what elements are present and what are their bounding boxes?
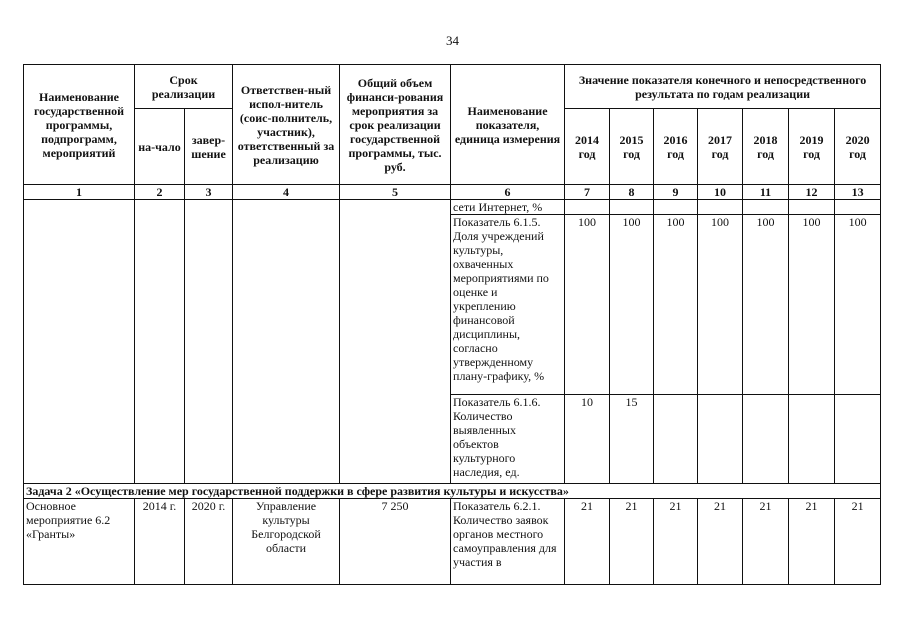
program-table xyxy=(23,64,881,585)
header-start: на-чало xyxy=(135,109,185,185)
value-cell: 100 xyxy=(743,215,789,395)
value-cell: 100 xyxy=(835,215,881,395)
column-number: 2 xyxy=(135,185,185,200)
column-number: 5 xyxy=(340,185,451,200)
table-row xyxy=(24,499,881,585)
value-cell xyxy=(654,200,698,215)
measure-name-cell: Основное мероприятие 6.2 «Гранты» xyxy=(24,499,135,585)
value-cell xyxy=(654,395,698,484)
column-number: 11 xyxy=(743,185,789,200)
task-row xyxy=(24,484,881,499)
value-cell: 100 xyxy=(654,215,698,395)
cell-responsible-empty xyxy=(233,200,340,484)
end-cell: 2020 г. xyxy=(185,499,233,585)
value-cell: 21 xyxy=(835,499,881,585)
value-cell: 21 xyxy=(654,499,698,585)
column-number: 10 xyxy=(698,185,743,200)
column-number: 7 xyxy=(565,185,610,200)
header-indicator: Наименование показателя, единица измерения xyxy=(451,65,565,185)
value-cell xyxy=(743,395,789,484)
value-cell: 100 xyxy=(565,215,610,395)
header-period: Срок реализации xyxy=(135,65,233,109)
column-number: 8 xyxy=(610,185,654,200)
value-cell: 21 xyxy=(789,499,835,585)
column-number: 4 xyxy=(233,185,340,200)
value-cell: 21 xyxy=(743,499,789,585)
header-year-2016: 2016 год xyxy=(654,109,698,185)
header-year-2017: 2017 год xyxy=(698,109,743,185)
value-cell: 10 xyxy=(565,395,610,484)
header-values-title: Значение показателя конечного и непосредственного результата по годам реализации xyxy=(565,65,881,109)
column-number: 13 xyxy=(835,185,881,200)
value-cell: 100 xyxy=(610,215,654,395)
header-year-2014: 2014 год xyxy=(565,109,610,185)
value-cell xyxy=(743,200,789,215)
cell-end-empty xyxy=(185,200,233,484)
column-number: 1 xyxy=(24,185,135,200)
value-cell xyxy=(610,200,654,215)
volume-cell: 7 250 xyxy=(340,499,451,585)
indicator-cell: Показатель 6.1.5. Доля учреждений культуры, охваченных мероприятиями по оценке и укреплению финансовой дисциплины, согласно утвержденному плану-графику, % xyxy=(451,215,565,395)
value-cell: 15 xyxy=(610,395,654,484)
column-number: 9 xyxy=(654,185,698,200)
value-cell: 21 xyxy=(698,499,743,585)
header-year-2015: 2015 год xyxy=(610,109,654,185)
start-cell: 2014 г. xyxy=(135,499,185,585)
responsible-cell: Управление культуры Белгородской области xyxy=(233,499,340,585)
header-volume: Общий объем финанси-рования мероприятия за срок реализации государственной программы, тыс. руб. xyxy=(340,65,451,185)
cell-name-empty xyxy=(24,200,135,484)
indicator-cell: Показатель 6.1.6. Количество выявленных объектов культурного наследия, ед. xyxy=(451,395,565,484)
page-number: 34 xyxy=(446,33,459,48)
value-cell xyxy=(835,200,881,215)
value-cell xyxy=(835,395,881,484)
value-cell: 21 xyxy=(565,499,610,585)
value-cell xyxy=(698,200,743,215)
column-number: 3 xyxy=(185,185,233,200)
value-cell xyxy=(789,200,835,215)
cell-start-empty xyxy=(135,200,185,484)
value-cell: 100 xyxy=(698,215,743,395)
header-year-2019: 2019 год xyxy=(789,109,835,185)
header-responsible: Ответствен-ный испол-нитель (соис-полнитель, участник), ответственный за реализацию xyxy=(233,65,340,185)
header-name: Наименование государственной программы, подпрограмм, мероприятий xyxy=(24,65,135,185)
table-row xyxy=(24,200,881,215)
column-number-row xyxy=(24,185,881,200)
value-cell xyxy=(789,395,835,484)
column-number: 12 xyxy=(789,185,835,200)
header-year-2018: 2018 год xyxy=(743,109,789,185)
value-cell xyxy=(565,200,610,215)
task-title: Задача 2 «Осуществление мер государственной поддержки в сфере развития культуры и искусства» xyxy=(24,484,881,499)
header-row-1 xyxy=(24,65,881,109)
cell-volume-empty xyxy=(340,200,451,484)
indicator-cell: Показатель 6.2.1. Количество заявок органов местного самоуправления для участия в xyxy=(451,499,565,585)
column-number: 6 xyxy=(451,185,565,200)
value-cell: 21 xyxy=(610,499,654,585)
indicator-cell: сети Интернет, % xyxy=(451,200,565,215)
header-end: завер-шение xyxy=(185,109,233,185)
value-cell xyxy=(698,395,743,484)
value-cell: 100 xyxy=(789,215,835,395)
header-year-2020: 2020 год xyxy=(835,109,881,185)
